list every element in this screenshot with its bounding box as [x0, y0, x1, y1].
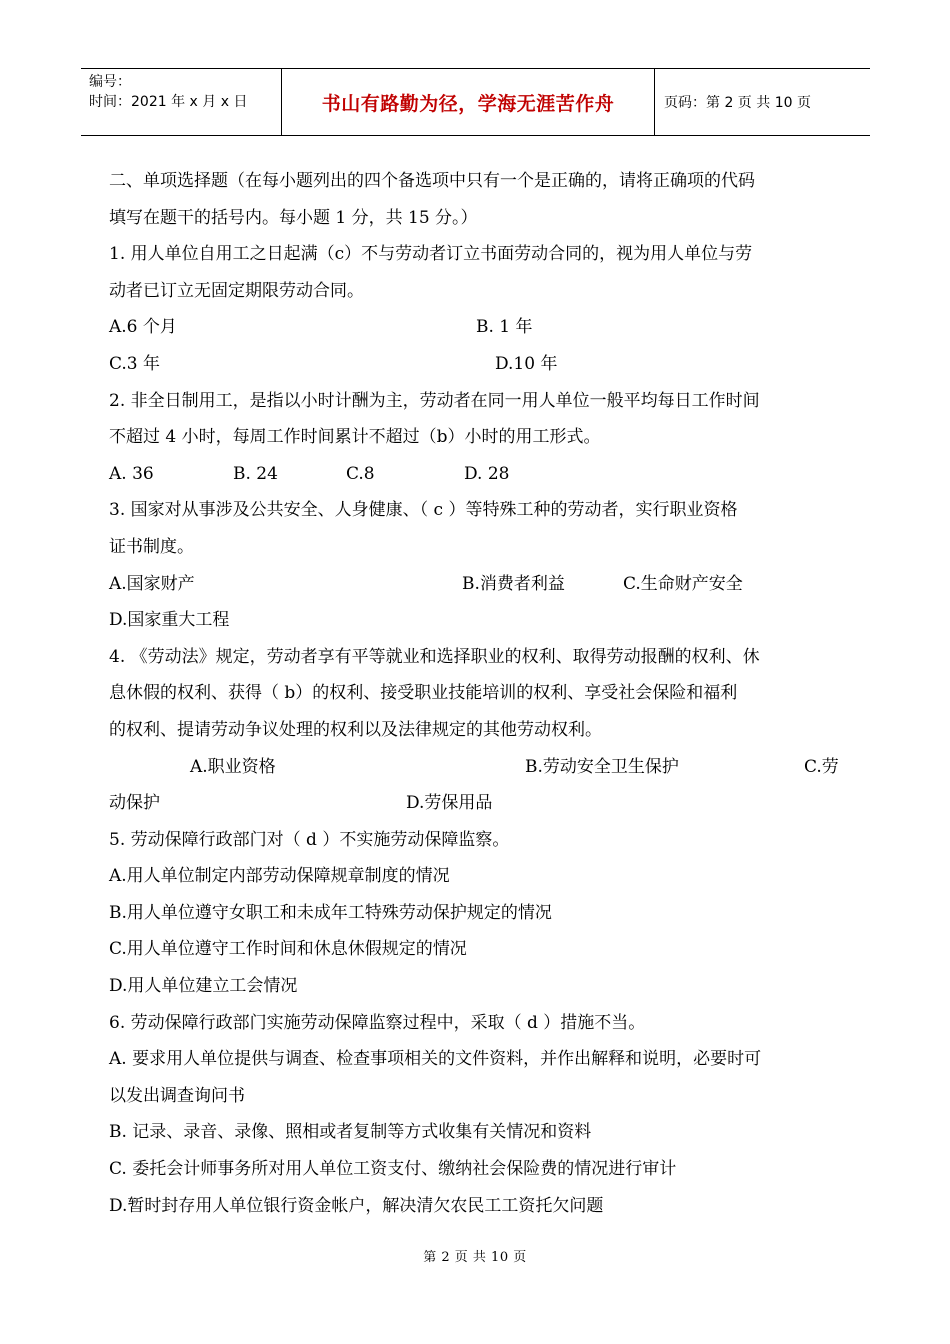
- question-1-stem: 动者已订立无固定期限劳动合同。: [109, 280, 364, 301]
- question-4-options-row: [109, 785, 841, 822]
- question-5-option-b: B.用人单位遵守女职工和未成年工特殊劳动保护规定的情况: [109, 902, 552, 923]
- question-2-option-d: D. 28: [464, 463, 510, 484]
- section-title-line: 填写在题干的括号内。每小题 1 分，共 15 分。）: [109, 207, 478, 228]
- question-1-option-d: D.10 年: [495, 353, 558, 374]
- question-2-stem: 2. 非全日制用工，是指以小时计酬为主，劳动者在同一用人单位一般平均每日工作时间: [109, 390, 760, 411]
- question-1-options-row: [109, 346, 841, 383]
- question-content: [109, 163, 841, 1224]
- question-4-option-d: D.劳保用品: [406, 793, 493, 814]
- question-2-option-a: A. 36: [109, 463, 154, 484]
- question-2-option-c: C.8: [346, 463, 375, 484]
- question-6-option-a-cont: 以发出调查询问书: [109, 1085, 245, 1106]
- question-1-option-c: C.3 年: [109, 353, 161, 374]
- question-4-option-c-cont: 动保护: [109, 793, 160, 814]
- question-2-stem: 不超过 4 小时，每周工作时间累计不超过（b）小时的用工形式。: [109, 427, 601, 448]
- section-title-line: 二、单项选择题（在每小题列出的四个备选项中只有一个是正确的，请将正确项的代码: [109, 171, 755, 191]
- question-3-option-c: C.生命财产安全: [623, 573, 743, 594]
- question-4-option-c: C.劳: [804, 756, 839, 777]
- header-page-info: 页码：第 2 页 共 10 页: [664, 95, 811, 111]
- document-header: [81, 68, 870, 136]
- question-6-option-c: C. 委托会计师事务所对用人单位工资支付、缴纳社会保险费的情况进行审计: [109, 1159, 677, 1180]
- question-4-stem: 的权利、提请劳动争议处理的权利以及法律规定的其他劳动权利。: [109, 719, 602, 740]
- header-motto: 书山有路勤为径，学海无涯苦作舟: [281, 69, 655, 135]
- question-2-option-b: B. 24: [233, 463, 278, 484]
- question-4-option-b: B.劳动安全卫生保护: [525, 756, 679, 777]
- question-6-stem: 6. 劳动保障行政部门实施劳动保障监察过程中，采取（ d ）措施不当。: [109, 1012, 646, 1033]
- question-1-option-b: B. 1 年: [476, 317, 533, 338]
- question-5-option-c: C.用人单位遵守工作时间和休息休假规定的情况: [109, 939, 467, 960]
- question-3-option-b: B.消费者利益: [462, 573, 565, 594]
- question-4-stem: 息休假的权利、获得（ b）的权利、接受职业技能培训的权利、享受社会保险和福利: [109, 683, 738, 704]
- question-3-options-row: [109, 566, 841, 603]
- question-6-option-a: A. 要求用人单位提供与调查、检查事项相关的文件资料，并作出解释和说明，必要时可: [109, 1049, 762, 1070]
- question-3-option-a: A.国家财产: [109, 573, 195, 594]
- question-5-option-a: A.用人单位制定内部劳动保障规章制度的情况: [109, 866, 450, 887]
- question-4-option-a: A.职业资格: [190, 756, 276, 777]
- question-2-options-row: [109, 456, 841, 493]
- question-6-option-d: D.暂时封存用人单位银行资金帐户，解决清欠农民工工资托欠问题: [109, 1195, 604, 1216]
- question-4-options-row: [109, 749, 841, 786]
- question-3-stem: 证书制度。: [109, 536, 194, 557]
- header-meta: [81, 69, 281, 135]
- question-5-option-d: D.用人单位建立工会情况: [109, 976, 298, 997]
- page-footer: 第 2 页 共 10 页: [423, 1250, 527, 1265]
- question-4-stem: 4. 《劳动法》规定，劳动者享有平等就业和选择职业的权利、取得劳动报酬的权利、休: [109, 646, 760, 667]
- question-3-option-d: D.国家重大工程: [109, 610, 230, 631]
- question-6-option-b: B. 记录、录音、录像、照相或者复制等方式收集有关情况和资料: [109, 1122, 592, 1143]
- serial-label: 编号：: [89, 74, 131, 90]
- question-5-stem: 5. 劳动保障行政部门对（ d ）不实施劳动保障监察。: [109, 829, 510, 850]
- time-label: 时间：2021 年 x 月 x 日: [89, 94, 248, 110]
- question-3-stem: 3. 国家对从事涉及公共安全、人身健康、（ c ）等特殊工种的劳动者，实行职业资格: [109, 500, 738, 521]
- question-1-options-row: [109, 309, 841, 346]
- question-1-stem: 1. 用人单位自用工之日起满（c）不与劳动者订立书面劳动合同的，视为用人单位与劳: [109, 244, 753, 265]
- question-1-option-a: A.6 个月: [109, 317, 177, 338]
